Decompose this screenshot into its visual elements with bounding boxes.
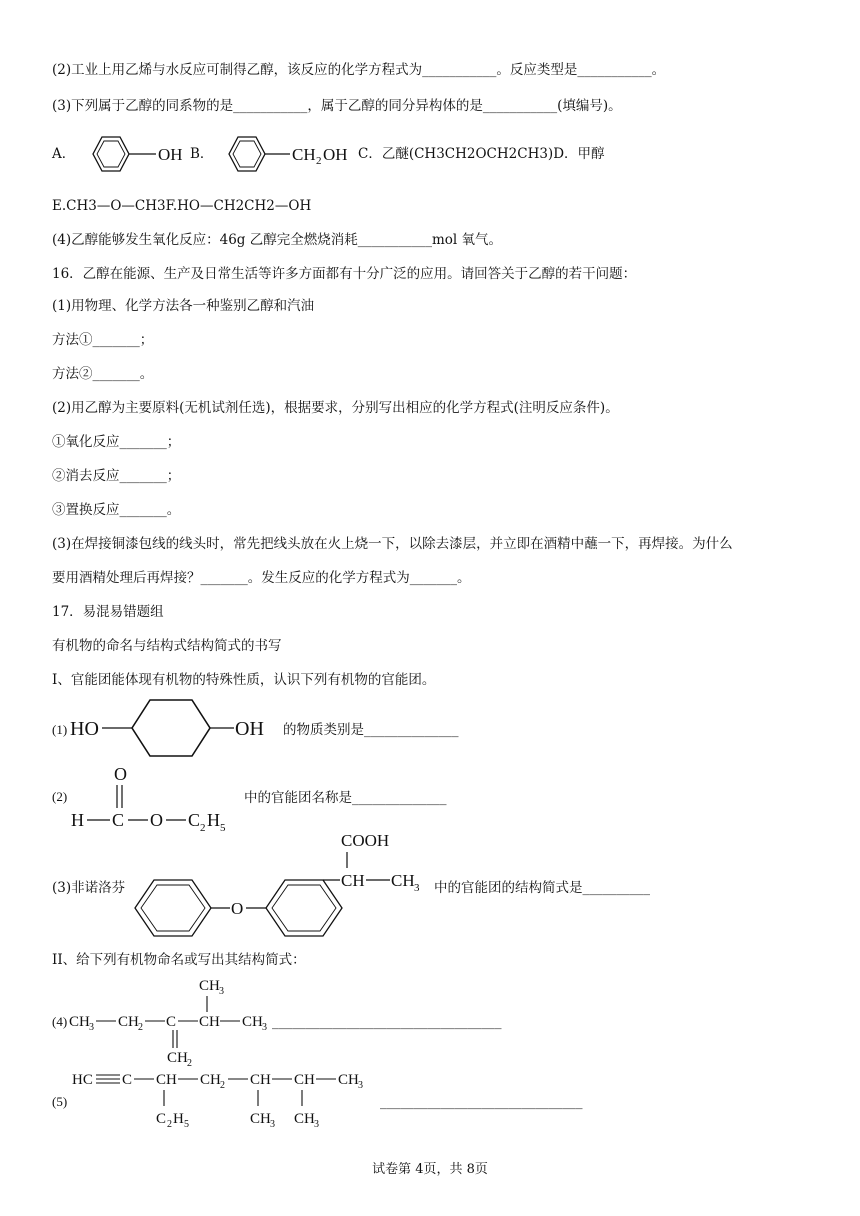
svg-text:CH: CH (242, 1014, 263, 1030)
svg-text:CH: CH (118, 1014, 139, 1030)
svg-text:OH: OH (158, 145, 183, 164)
svg-text:CH: CH (250, 1072, 271, 1088)
svg-text:CH: CH (199, 978, 220, 994)
svg-text:C: C (156, 1111, 167, 1127)
q15-part3: (3)下列属于乙醇的同系物的是___________，属于乙醇的同分异构体的是___________(填编号)。 (52, 98, 622, 114)
benzyl-alcohol-structure (216, 130, 366, 180)
svg-text:H: H (207, 810, 220, 830)
q15-part4: (4)乙醇能够发生氧化反应：46g 乙醇完全燃烧消耗___________mol 氧气。 (52, 232, 503, 248)
svg-text:O: O (114, 764, 127, 784)
alkene-structure-4 (52, 974, 282, 1069)
q15-part2: (2)工业上用乙烯与水反应可制得乙醇，该反应的化学方程式为___________。反应类型是___________。 (52, 62, 666, 78)
svg-text:5: 5 (220, 822, 226, 834)
option-c-d: C．乙醚(CH3CH2OCH2CH3)D．甲醇 (358, 146, 605, 162)
q16-stem: 16．乙醇在能源、生产及日常生活等许多方面都有十分广泛的应用。请回答关于乙醇的若干问题： (52, 266, 637, 282)
q17-item4-answer-blank[interactable]: __________________________________ (272, 1014, 502, 1030)
q16-reaction-substitution: ③置换反应_______。 (52, 502, 181, 518)
q17-item2-text: 中的官能团名称是______________ (244, 790, 447, 806)
svg-text:O: O (150, 810, 163, 830)
svg-text:2: 2 (138, 1022, 143, 1033)
svg-text:COOH: COOH (341, 831, 390, 850)
svg-text:H: H (71, 810, 84, 830)
option-b-label: B． (190, 146, 214, 162)
svg-text:CH: CH (294, 1111, 315, 1127)
q17-section-i: I、官能团能体现有机物的特殊性质，认识下列有机物的官能团。 (52, 672, 436, 688)
q16-part3-line2: 要用酒精处理后再焊接？_______。发生反应的化学方程式为_______。 (52, 570, 471, 586)
svg-text:CH: CH (167, 1050, 188, 1066)
q16-part3-line1: (3)在焊接铜漆包线的线头时，常先把线头放在火上烧一下，以除去漆层，并立即在酒精中蘸一下，再焊接。为什么 (52, 536, 733, 552)
alkyne-structure-5 (52, 1068, 392, 1132)
svg-text:5: 5 (184, 1119, 189, 1130)
svg-text:HO: HO (70, 718, 99, 740)
svg-text:CH: CH (156, 1072, 177, 1088)
svg-text:CH: CH (200, 1072, 221, 1088)
cyclohexanediol-structure (52, 694, 312, 764)
q16-method2: 方法②_______。 (52, 366, 154, 382)
svg-text:3: 3 (358, 1080, 363, 1091)
q16-part2: (2)用乙醇为主要原料(无机试剂任选)，根据要求，分别写出相应的化学方程式(注明反应条件)。 (52, 400, 619, 416)
svg-text:CH: CH (69, 1014, 90, 1030)
svg-text:2: 2 (200, 822, 206, 834)
q17-subtitle: 有机物的命名与结构式结构简式的书写 (52, 638, 282, 654)
q16-reaction-elimination: ②消去反应_______； (52, 468, 181, 484)
svg-text:(5): (5) (52, 1094, 68, 1109)
q16-part1: (1)用物理、化学方法各一种鉴别乙醇和汽油 (52, 298, 315, 314)
svg-text:3: 3 (89, 1022, 94, 1033)
svg-text:CH: CH (199, 1014, 220, 1030)
svg-text:OH: OH (323, 145, 348, 164)
svg-text:3: 3 (270, 1119, 275, 1130)
svg-text:(2): (2) (52, 789, 68, 804)
svg-text:3: 3 (262, 1022, 267, 1033)
svg-text:CH: CH (338, 1072, 359, 1088)
svg-text:2: 2 (187, 1058, 192, 1069)
q17-item5-answer-blank[interactable]: ______________________________ (380, 1094, 583, 1110)
svg-text:C: C (122, 1072, 133, 1088)
option-e-f: E.CH3—O—CH3F.HO—CH2CH2—OH (52, 198, 312, 214)
svg-text:H: H (173, 1111, 184, 1127)
q16-reaction-oxidation: ①氧化反应_______； (52, 434, 181, 450)
svg-text:2: 2 (316, 155, 322, 167)
svg-text:CH: CH (341, 871, 365, 890)
svg-text:CH: CH (391, 871, 415, 890)
svg-text:O: O (231, 899, 244, 918)
phenol-structure (80, 130, 190, 180)
svg-text:C: C (166, 1014, 177, 1030)
svg-text:CH: CH (294, 1072, 315, 1088)
q17-item3-text: 中的官能团的结构简式是__________ (434, 880, 650, 896)
svg-text:2: 2 (167, 1119, 172, 1130)
svg-text:HC: HC (72, 1072, 93, 1088)
svg-text:3: 3 (219, 986, 224, 997)
svg-text:C: C (188, 810, 201, 830)
svg-text:(4): (4) (52, 1014, 68, 1029)
svg-text:CH: CH (292, 145, 316, 164)
q16-method1: 方法①_______； (52, 332, 154, 348)
q17-section-ii: II、给下列有机物命名或写出其结构简式： (52, 952, 306, 968)
q17-stem: 17．易混易错题组 (52, 604, 164, 620)
svg-text:3: 3 (414, 882, 420, 894)
svg-text:3: 3 (314, 1119, 319, 1130)
fenoprofen-structure (128, 828, 438, 938)
svg-text:(1): (1) (52, 722, 68, 737)
ethyl-formate-structure (52, 760, 252, 832)
svg-text:C: C (112, 810, 125, 830)
svg-text:CH: CH (250, 1111, 271, 1127)
svg-text:2: 2 (220, 1080, 225, 1091)
page-footer: 试卷第 4页，共 8页 (372, 1162, 488, 1177)
option-a-label: A． (52, 146, 76, 162)
q17-item3-label: (3)非诺洛芬 (52, 880, 126, 896)
svg-text:OH: OH (235, 718, 264, 740)
q17-item1-text: 的物质类别是______________ (283, 722, 459, 738)
